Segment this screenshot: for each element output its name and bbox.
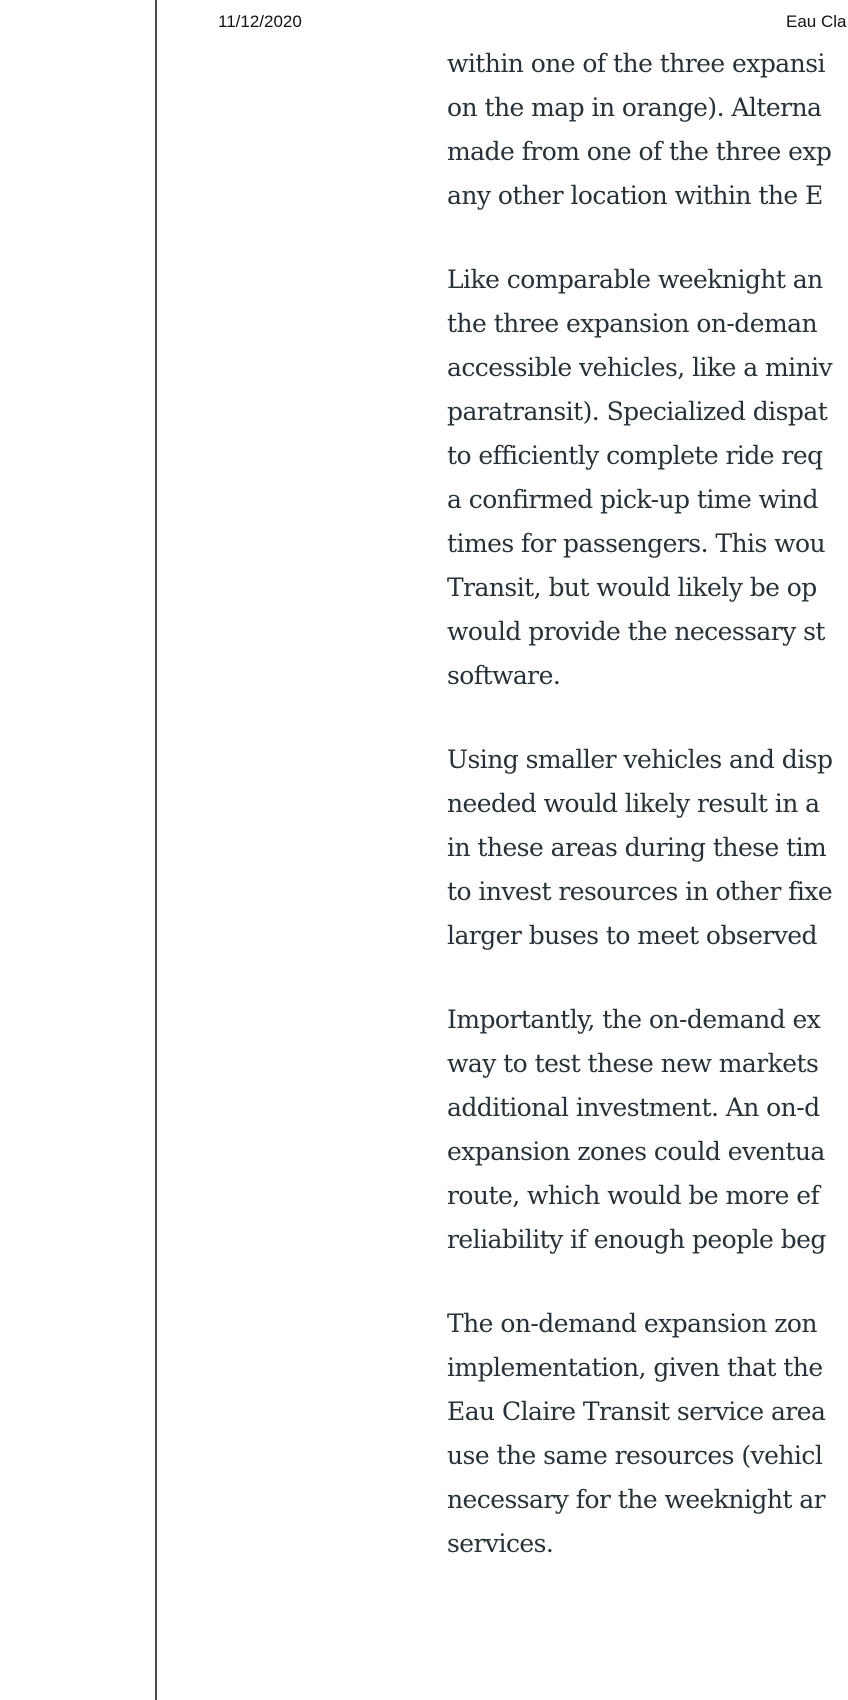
text-line: additional investment. An on-d xyxy=(447,1093,820,1122)
text-line: services. xyxy=(447,1529,554,1558)
text-line: Transit, but would likely be op xyxy=(447,573,817,602)
text-line: any other location within the E xyxy=(447,181,823,210)
text-line: within one of the three expansi xyxy=(447,49,825,78)
print-title: Eau Cla xyxy=(786,12,847,31)
paragraph-2 xyxy=(447,258,848,698)
text-line: paratransit). Specialized dispat xyxy=(447,397,828,426)
text-line: a confirmed pick-up time wind xyxy=(447,485,818,514)
text-line: times for passengers. This wou xyxy=(447,529,826,558)
text-line: larger buses to meet observed xyxy=(447,921,817,950)
text-line: reliability if enough people beg xyxy=(447,1225,826,1254)
text-line: on the map in orange). Alterna xyxy=(447,93,822,122)
paragraph-3 xyxy=(447,738,848,958)
text-line: to efficiently complete ride req xyxy=(447,441,823,470)
text-line: would provide the necessary st xyxy=(447,617,825,646)
article-body xyxy=(447,42,848,1606)
text-line: in these areas during these tim xyxy=(447,833,827,862)
text-line: to invest resources in other fixe xyxy=(447,877,833,906)
text-line: implementation, given that the xyxy=(447,1353,823,1382)
text-line: expansion zones could eventua xyxy=(447,1137,825,1166)
print-date: 11/12/2020 xyxy=(218,12,302,31)
text-line: Like comparable weeknight an xyxy=(447,265,823,294)
text-line: necessary for the weeknight ar xyxy=(447,1485,826,1514)
text-line: way to test these new markets xyxy=(447,1049,819,1078)
text-line: the three expansion on-deman xyxy=(447,309,818,338)
text-line: accessible vehicles, like a miniv xyxy=(447,353,833,382)
text-line: software. xyxy=(447,661,561,690)
text-line: needed would likely result in a xyxy=(447,789,820,818)
page-margin-rule xyxy=(155,0,157,1700)
text-line: Importantly, the on-demand ex xyxy=(447,1005,821,1034)
paragraph-5 xyxy=(447,1302,848,1566)
text-line: made from one of the three exp xyxy=(447,137,832,166)
text-line: Eau Claire Transit service area xyxy=(447,1397,826,1426)
paragraph-1 xyxy=(447,42,848,218)
text-line: use the same resources (vehicl xyxy=(447,1441,823,1470)
text-line: The on-demand expansion zon xyxy=(447,1309,817,1338)
text-line: Using smaller vehicles and disp xyxy=(447,745,833,774)
paragraph-4 xyxy=(447,998,848,1262)
text-line: route, which would be more ef xyxy=(447,1181,820,1210)
